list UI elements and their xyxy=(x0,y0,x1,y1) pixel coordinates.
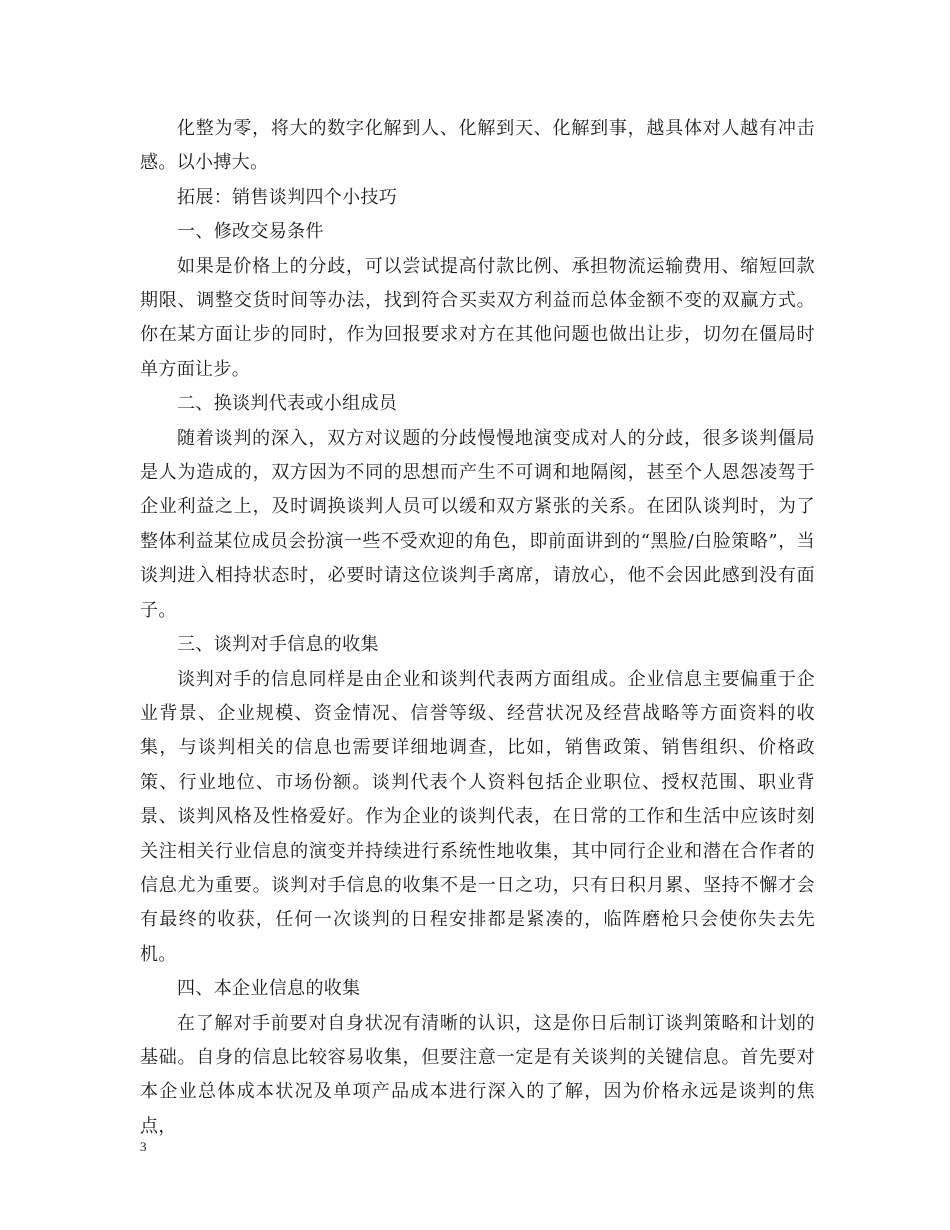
section-heading-3: 三、谈判对手信息的收集 xyxy=(177,634,379,656)
paragraph-section-4: 在了解对手前要对自身状况有清晰的认识，这是你日后制订谈判策略和计划的基础。自身的信息比较容易收集，但要注意一定是有关谈判的关键信息。首先要对本企业总体成本状况及单项产品成本进行深入的了解，因为价格永远是谈判的焦点， xyxy=(140,1012,815,1137)
section-heading-2: 二、换谈判代表或小组成员 xyxy=(177,393,398,415)
paragraph-section-1: 如果是价格上的分歧，可以尝试提高付款比例、承担物流运输费用、缩短回款期限、调整交货时间等办法，找到符合买卖双方利益而总体金额不变的双赢方式。你在某方面让步的同时，作为回报要求对方在其他问题也做出让步，切勿在僵局时单方面让步。 xyxy=(140,255,815,380)
paragraph-section-3: 谈判对手的信息同样是由企业和谈判代表两方面组成。企业信息主要偏重于企业背景、企业规模、资金情况、信誉等级、经营状况及经营战略等方面资料的收集，与谈判相关的信息也需要详细地调查，比如，销售政策、销售组织、价格政策、行业地位、市场份额。谈判代表个人资料包括企业职位、授权范围、职业背景、谈判风格及性格爱好。作为企业的谈判代表，在日常的工作和生活中应该时刻关注相关行业信息的演变并持续进行系统性地收集，其中同行企业和潜在合作者的信息尤为重要。谈判对手信息的收集不是一日之功，只有日积月累、坚持不懈才会有最终的收获，任何一次谈判的日程安排都是紧凑的，临阵磨枪只会使你失去先机。 xyxy=(140,668,815,965)
section-heading-4: 四、本企业信息的收集 xyxy=(177,978,361,1000)
section-heading-extension: 拓展：销售谈判四个小技巧 xyxy=(177,186,398,208)
paragraph-section-2: 随着谈判的深入，双方对议题的分歧慢慢地演变成对人的分歧，很多谈判僵局是人为造成的，双方因为不同的思想而产生不可调和地隔阂，甚至个人恩怨凌驾于企业利益之上，及时调换谈判人员可以缓和双方紧张的关系。在团队谈判时，为了整体利益某位成员会扮演一些不受欢迎的角色，即前面讲到的“黑脸/白脸策略”，当谈判进入相持状态时，必要时请这位谈判手离席，请放心，他不会因此感到没有面子。 xyxy=(140,427,815,621)
paragraph-intro: 化整为零，将大的数字化解到人、化解到天、化解到事，越具体对人越有冲击感。以小搏大。 xyxy=(140,118,815,174)
section-heading-1: 一、修改交易条件 xyxy=(177,221,324,243)
page-number: 3 xyxy=(140,1139,147,1154)
document-body xyxy=(140,112,815,1144)
